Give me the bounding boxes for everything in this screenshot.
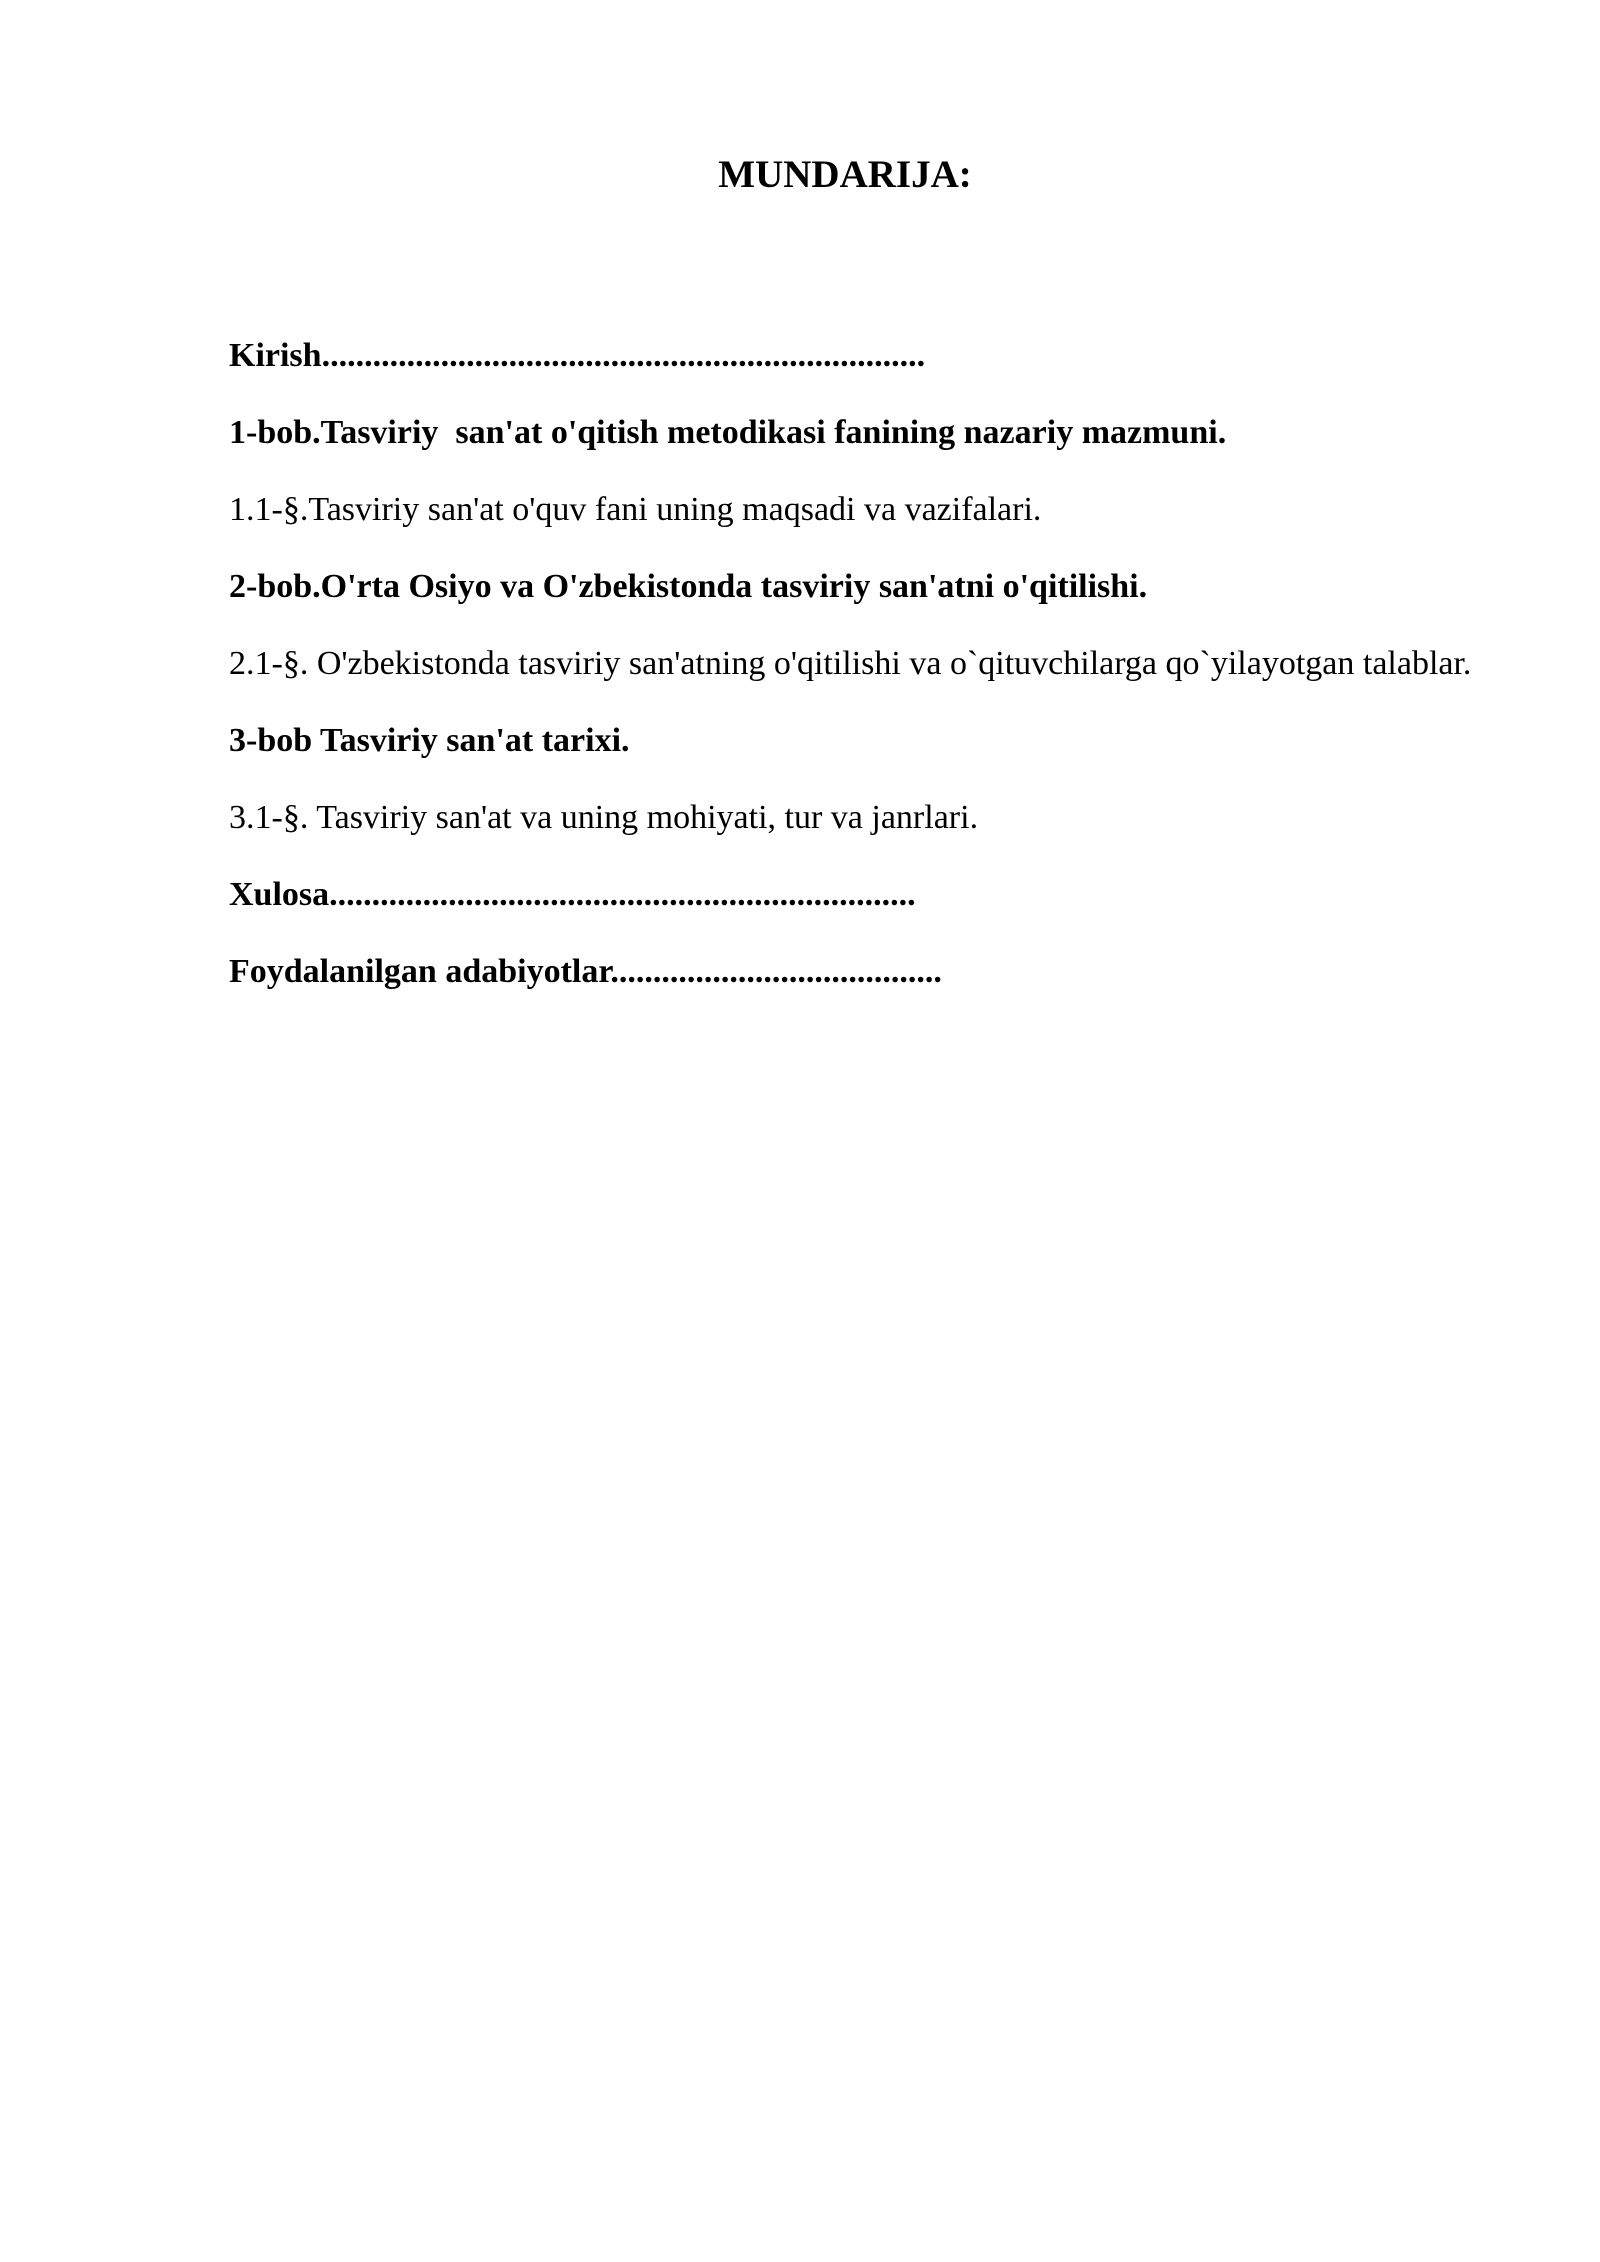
page-title: MUNDARIJA: (718, 153, 972, 196)
toc-entry-section-3-1: 3.1-§. Tasviriy san'at va uning mohiyati, tur va janrlari. (229, 799, 979, 836)
toc-entry-introduction: Kirish....................................................................... (229, 337, 926, 374)
toc-entry-references: Foydalanilgan adabiyotlar....................................... (229, 953, 942, 990)
toc-entry-section-2-1: 2.1-§. O'zbekistonda tasviriy san'atning o'qitilishi va o`qituvchilarga qo`yilayotgan talablar. (229, 645, 1472, 682)
toc-entry-chapter-2: 2-bob.O'rta Osiyo va O'zbekistonda tasviriy san'atni o'qitilishi. (229, 568, 1148, 605)
toc-entry-chapter-3: 3-bob Tasviriy san'at tarixi. (229, 722, 630, 759)
toc-entry-conclusion: Xulosa..................................................................... (229, 876, 916, 913)
toc-entry-section-1-1: 1.1-§.Tasviriy san'at o'quv fani uning maqsadi va vazifalari. (229, 491, 1042, 528)
table-of-contents (229, 332, 1491, 1025)
toc-entry-chapter-1: 1-bob.Tasviriy san'at o'qitish metodikasi fanining nazariy mazmuni. (229, 414, 1227, 451)
